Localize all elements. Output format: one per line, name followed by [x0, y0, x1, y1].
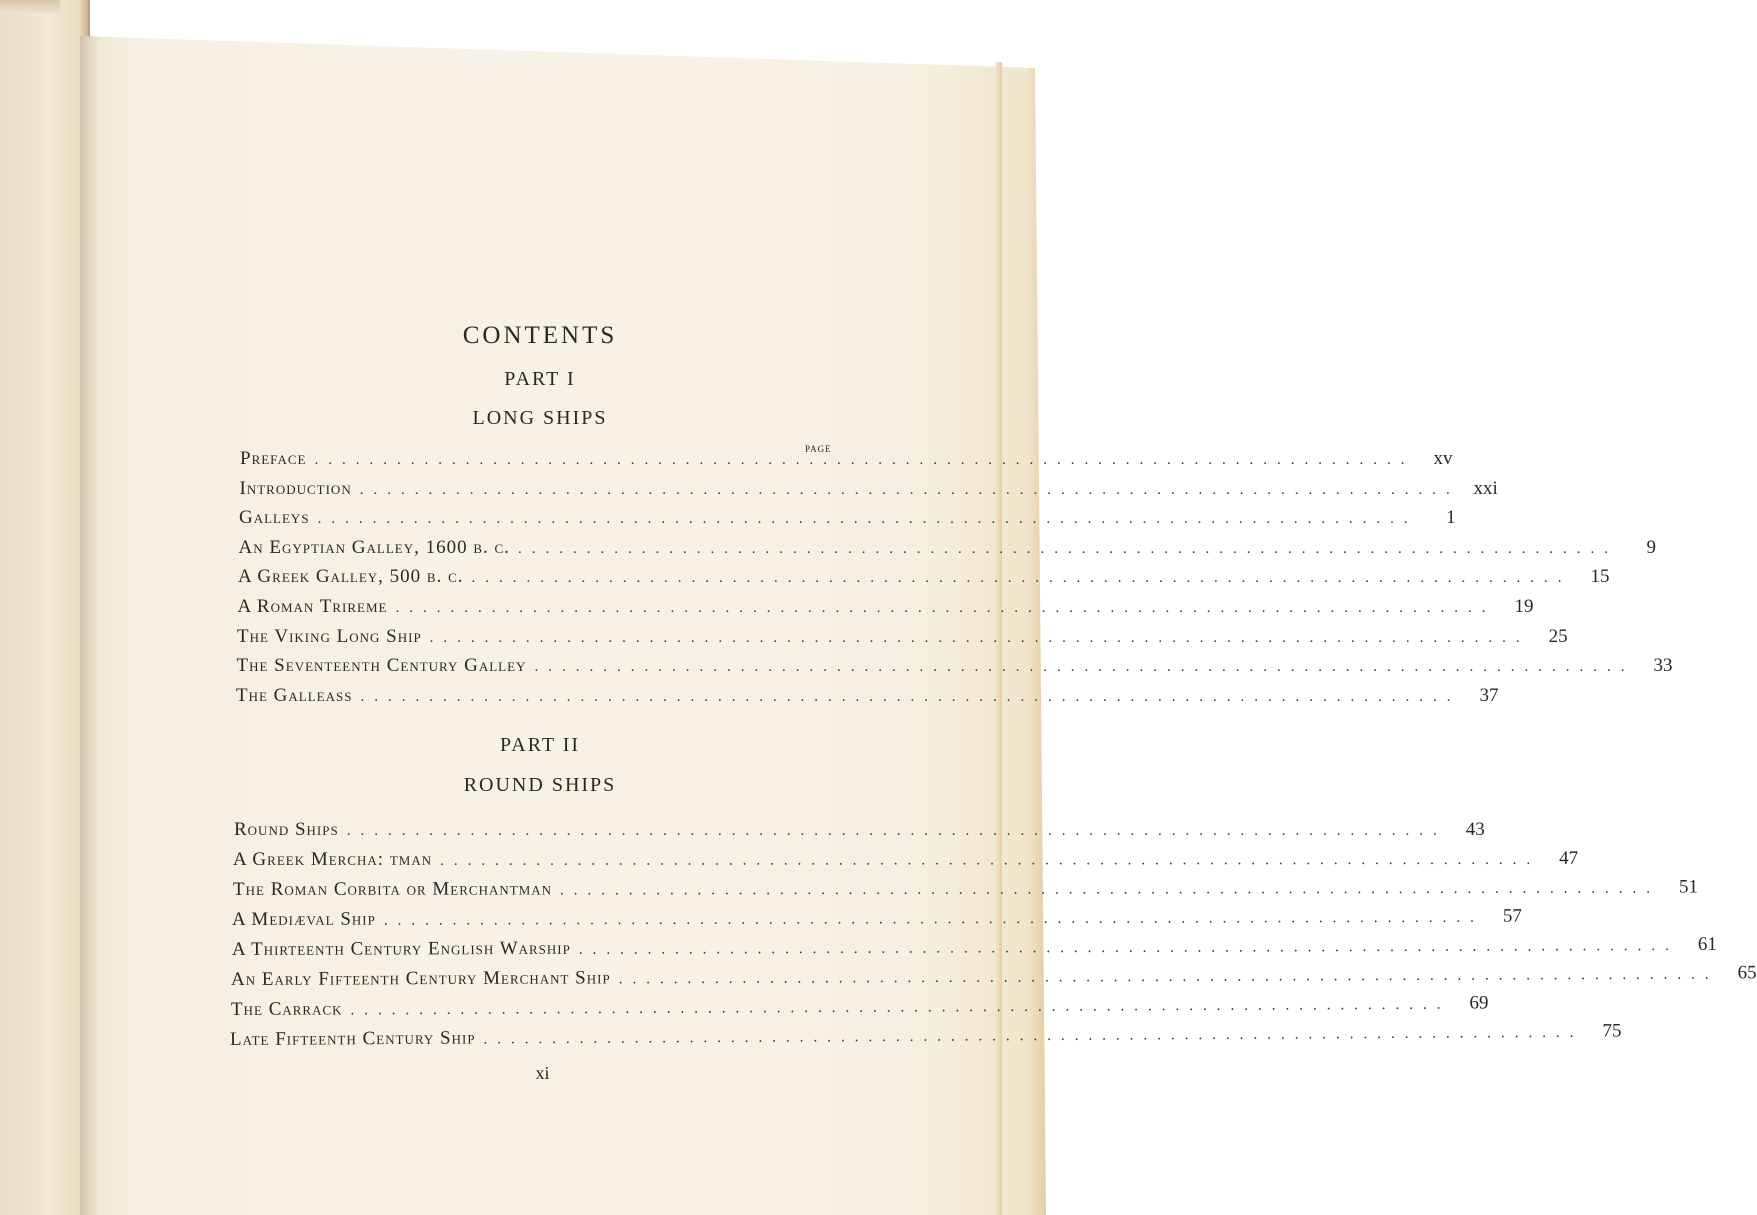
toc-entry-page: 69	[1469, 992, 1489, 1014]
page-column-label: PAGE	[805, 444, 832, 454]
dot-leader: ................................................................................	[517, 540, 1618, 557]
part-2-title: ROUND SHIPS	[463, 774, 617, 796]
dot-leader: ................................................................................	[317, 511, 1418, 528]
dot-leader: ................................................................................	[471, 570, 1572, 587]
dot-leader: ................................................................................	[429, 629, 1530, 646]
toc-entry-page: 37	[1479, 684, 1499, 706]
toc-entry	[231, 933, 1717, 965]
facing-page-edge	[0, 0, 90, 1215]
toc-entry	[236, 655, 1673, 681]
toc-entry	[231, 962, 1757, 995]
toc-entry-page: 57	[1503, 905, 1523, 927]
toc-entry	[238, 536, 1656, 563]
toc-entry-title: The Seventeenth Century Galley	[236, 655, 527, 677]
toc-entry-title: The Roman Corbita or Merchantman	[232, 878, 552, 900]
dot-leader: ................................................................................	[483, 1024, 1584, 1048]
toc-entry-page: 9	[1646, 536, 1656, 558]
dot-leader: ................................................................................	[395, 600, 1496, 616]
toc-entry-page: 75	[1602, 1020, 1622, 1042]
toc-entry-page: 47	[1559, 847, 1579, 869]
toc-entry-title: The Viking Long Ship	[237, 625, 422, 647]
toc-entry-page: 15	[1590, 566, 1610, 588]
toc-entry	[239, 477, 1498, 504]
toc-entry-title: Late Fifteenth Century Ship	[229, 1027, 476, 1050]
toc-entry	[240, 448, 1453, 474]
toc-entry	[232, 876, 1698, 905]
toc-entry-page: 25	[1548, 625, 1568, 647]
part-1-label: PART I	[504, 368, 576, 390]
toc-entry	[237, 625, 1568, 652]
toc-entry-title: Galleys	[239, 507, 310, 529]
toc-entry	[230, 992, 1489, 1025]
toc-entry-title: The Carrack	[230, 998, 343, 1020]
dot-leader: ................................................................................	[559, 880, 1660, 899]
part-1-title: LONG SHIPS	[472, 407, 608, 429]
toc-entry	[233, 847, 1579, 875]
toc-entry-page: 19	[1514, 596, 1534, 617]
dot-leader: ................................................................................	[359, 481, 1460, 498]
dot-leader: ................................................................................	[578, 937, 1679, 958]
toc-entry-page: xxi	[1473, 477, 1498, 499]
contents-heading: CONTENTS	[462, 322, 618, 349]
toc-entry-title: An Egyptian Galley, 1600 b. c.	[238, 536, 510, 558]
toc-entry-title: A Greek Galley, 500 b. c.	[238, 566, 464, 588]
toc-entry-title: A Roman Trireme	[237, 596, 388, 617]
toc-entry	[237, 596, 1534, 622]
toc-entry-title: A Greek Mercha: tman	[233, 848, 433, 870]
toc-entry	[234, 819, 1485, 845]
dot-leader: ................................................................................	[534, 659, 1635, 676]
part-2-label: PART II	[499, 734, 581, 756]
toc-entry-page: 43	[1465, 819, 1485, 840]
toc-entry-page: 33	[1653, 655, 1673, 677]
dot-leader: ................................................................................	[384, 909, 1485, 929]
toc-entry-title: The Galleass	[236, 684, 353, 706]
toc-entry-title: An Early Fifteenth Century Merchant Ship	[231, 967, 611, 990]
dot-leader: ................................................................................	[346, 823, 1447, 839]
toc-entry	[232, 905, 1523, 935]
page-number: xi	[535, 1063, 550, 1083]
dot-leader: ................................................................................	[360, 688, 1461, 705]
toc-entry-page: 65	[1737, 962, 1757, 984]
toc-entry-page: 61	[1697, 933, 1717, 955]
toc-entry-title: A Thirteenth Century English Warship	[231, 937, 571, 960]
toc-entry-page: 51	[1678, 876, 1698, 898]
gutter-shadow	[80, 36, 100, 1215]
dot-leader: ................................................................................	[350, 996, 1451, 1019]
toc-entry-page: 1	[1446, 507, 1456, 529]
dot-leader: ................................................................................	[618, 966, 1719, 988]
toc-entry	[229, 1020, 1622, 1055]
toc-entry-title: Introduction	[239, 477, 352, 499]
toc-entry	[236, 684, 1499, 711]
toc-entry-title: A Mediæval Ship	[232, 908, 377, 930]
toc-entry-title: Round Ships	[234, 819, 339, 840]
page-corner	[0, 0, 60, 14]
dot-leader: ................................................................................	[314, 452, 1415, 468]
toc-entry-page: xv	[1433, 448, 1453, 469]
toc-entry-title: Preface	[240, 448, 307, 469]
toc-entry	[239, 507, 1456, 533]
dot-leader: ................................................................................	[440, 851, 1541, 869]
toc-entry	[238, 566, 1610, 592]
